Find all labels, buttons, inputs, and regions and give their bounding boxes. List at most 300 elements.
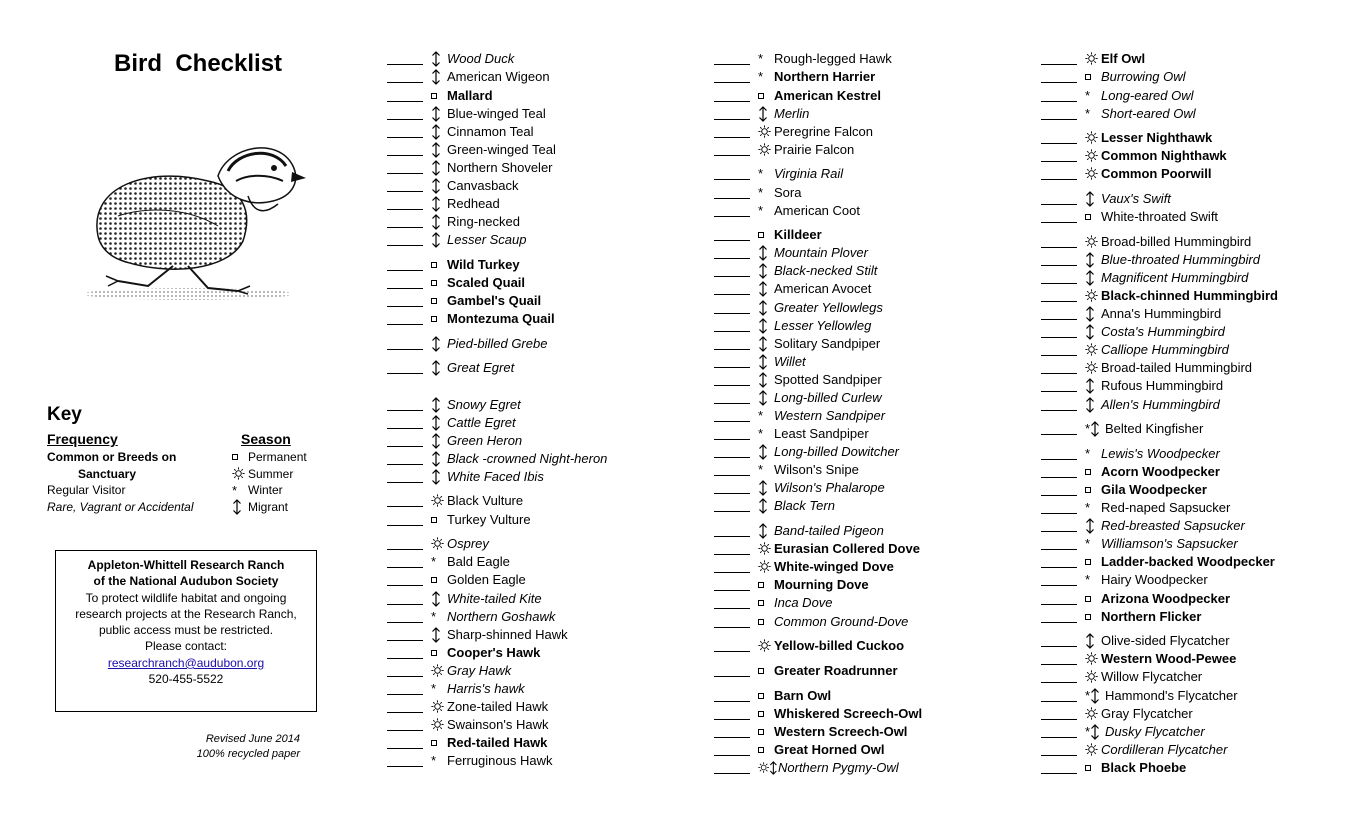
asterisk-arrow-icon: *	[1085, 723, 1105, 740]
bird-name: Black -crowned Night-heron	[447, 451, 608, 466]
sun-icon	[758, 123, 774, 140]
checkbox-line[interactable]	[387, 729, 423, 731]
checkbox-line[interactable]	[1041, 100, 1077, 102]
arrow-icon	[1085, 323, 1101, 340]
checkbox-line[interactable]	[714, 81, 750, 83]
checkbox-line[interactable]	[1041, 621, 1077, 623]
checkbox-line[interactable]	[387, 566, 423, 568]
bird-name: Virginia Rail	[774, 166, 844, 181]
checkbox-line[interactable]	[714, 589, 750, 591]
checkbox-line[interactable]	[387, 584, 423, 586]
checklist-row	[387, 231, 527, 248]
sun-icon	[431, 492, 447, 509]
checkbox-line[interactable]	[714, 136, 750, 138]
frequency-item: Regular Visitor	[47, 483, 126, 498]
frequency-item: Rare, Vagrant or Accidental	[47, 499, 194, 514]
checkbox-line[interactable]	[714, 553, 750, 555]
bird-name: Black Phoebe	[1101, 760, 1187, 775]
bird-name: Elf Owl	[1101, 51, 1146, 66]
checkbox-line[interactable]	[714, 736, 750, 738]
checklist-row	[387, 492, 523, 509]
square-icon	[758, 87, 774, 104]
bird-name: Short-eared Owl	[1101, 106, 1196, 121]
checkbox-line[interactable]	[387, 711, 423, 713]
bird-name: Costa's Hummingbird	[1101, 324, 1225, 339]
frequency-heading: Frequency	[47, 431, 118, 447]
bird-name: Great Egret	[447, 360, 515, 375]
checklist-row	[1041, 759, 1186, 776]
checkbox-line[interactable]	[1041, 300, 1077, 302]
checkbox-line[interactable]	[714, 772, 750, 774]
checkbox-line[interactable]	[387, 81, 423, 83]
asterisk-icon: *	[758, 166, 764, 181]
checklist-row	[714, 613, 908, 630]
checklist-row	[714, 184, 801, 201]
arrow-icon	[1085, 377, 1101, 394]
bird-name: Killdeer	[774, 227, 822, 242]
arrow-icon	[431, 105, 447, 122]
checkbox-line[interactable]	[714, 456, 750, 458]
asterisk-icon: *	[1085, 88, 1091, 103]
checklist-row	[387, 359, 514, 376]
checkbox-line[interactable]	[387, 287, 423, 289]
bird-name: Montezuma Quail	[447, 311, 555, 326]
checkbox-line[interactable]	[1041, 63, 1077, 65]
bird-name: Gila Woodpecker	[1101, 482, 1207, 497]
checkbox-line[interactable]	[1041, 282, 1077, 284]
bird-name: Greater Roadrunner	[774, 663, 898, 678]
checklist-row	[714, 389, 882, 406]
checklist-row	[1041, 632, 1230, 649]
bird-name: Least Sandpiper	[774, 426, 869, 441]
checklist-row	[714, 723, 907, 740]
checkbox-line[interactable]	[1041, 221, 1077, 223]
checkbox-line[interactable]	[387, 305, 423, 307]
checklist-row	[714, 705, 922, 722]
bird-name: Wood Duck	[447, 51, 515, 66]
bird-name: Bald Eagle	[447, 554, 510, 569]
bird-name: Cooper's Hawk	[447, 645, 541, 660]
checklist-row	[1041, 341, 1229, 358]
square-icon	[431, 644, 447, 661]
checkbox-line[interactable]	[1041, 336, 1077, 338]
checkbox-line[interactable]	[387, 548, 423, 550]
checklist-row	[714, 87, 881, 104]
square-icon	[431, 511, 447, 528]
checkbox-line[interactable]	[714, 312, 750, 314]
checklist-row	[387, 87, 493, 104]
checkbox-line[interactable]	[387, 226, 423, 228]
bird-name: Cattle Egret	[447, 415, 516, 430]
bird-name: Lesser Yellowleg	[774, 318, 872, 333]
checkbox-line[interactable]	[387, 765, 423, 767]
checkbox-line[interactable]	[1041, 754, 1077, 756]
checkbox-line[interactable]	[387, 244, 423, 246]
checkbox-line[interactable]	[714, 626, 750, 628]
checklist-row	[714, 123, 873, 140]
checkbox-line[interactable]	[714, 197, 750, 199]
checkbox-line[interactable]	[1041, 494, 1077, 496]
arrow-icon	[431, 335, 447, 352]
checkbox-line[interactable]	[714, 293, 750, 295]
bird-name: Inca Dove	[774, 595, 833, 610]
bird-name: Burrowing Owl	[1101, 69, 1186, 84]
season-label: Summer	[248, 466, 294, 481]
checklist-row	[1041, 233, 1251, 250]
season-item	[232, 482, 307, 499]
arrow-icon	[1085, 251, 1101, 268]
bird-name: Common Poorwill	[1101, 166, 1212, 181]
square-icon	[758, 662, 774, 679]
checklist-row	[1041, 463, 1220, 480]
checklist-row	[387, 626, 568, 643]
bird-name: Scaled Quail	[447, 275, 526, 290]
checkbox-line[interactable]	[714, 154, 750, 156]
checkbox-line[interactable]	[1041, 372, 1077, 374]
square-icon	[1085, 463, 1101, 480]
checkbox-line[interactable]	[714, 118, 750, 120]
checkbox-line[interactable]	[1041, 160, 1077, 162]
bird-name: Zone-tailed Hawk	[447, 699, 549, 714]
checkbox-line[interactable]	[714, 474, 750, 476]
square-icon	[431, 310, 447, 327]
checklist-row	[1041, 287, 1278, 304]
asterisk-icon: *	[1085, 536, 1091, 551]
checkbox-line[interactable]	[387, 657, 423, 659]
bird-name: Wilson's Snipe	[774, 462, 859, 477]
bird-name: Barn Owl	[774, 688, 832, 703]
org-name: Appleton-Whittell Research Ranch	[87, 558, 285, 572]
checkbox-line[interactable]	[1041, 264, 1077, 266]
checkbox-line[interactable]	[714, 675, 750, 677]
checklist-row	[387, 680, 525, 697]
checklist-row	[1041, 323, 1225, 340]
checklist-row	[387, 274, 525, 291]
bird-name: Harris's hawk	[447, 681, 525, 696]
bird-name: Osprey	[447, 536, 489, 551]
checkbox-line[interactable]	[1041, 566, 1077, 568]
checkbox-line[interactable]	[714, 650, 750, 652]
arrow-icon	[431, 231, 447, 248]
square-icon	[431, 292, 447, 309]
checkbox-line[interactable]	[714, 754, 750, 756]
email-link[interactable]: researchranch@audubon.org	[107, 655, 265, 670]
asterisk-icon: *	[431, 554, 437, 569]
bird-name: Ladder-backed Woodpecker	[1101, 554, 1275, 569]
checklist-row	[714, 68, 875, 85]
arrow-icon	[758, 244, 774, 261]
checkbox-line[interactable]	[387, 693, 423, 695]
checkbox-line[interactable]	[1041, 548, 1077, 550]
bird-name: Hammond's Flycatcher	[1105, 688, 1238, 703]
checklist-row	[714, 759, 899, 776]
checkbox-line[interactable]	[714, 402, 750, 404]
asterisk-icon: *	[758, 408, 764, 423]
checkbox-line[interactable]	[1041, 663, 1077, 665]
arrow-icon	[758, 317, 774, 334]
checkbox-line[interactable]	[387, 348, 423, 350]
square-icon	[1085, 759, 1101, 776]
checkbox-line[interactable]	[714, 63, 750, 65]
arrow-icon	[758, 497, 774, 514]
checkbox-line[interactable]	[1041, 203, 1077, 205]
sun-icon	[431, 698, 447, 715]
checklist-row	[714, 425, 869, 442]
checkbox-line[interactable]	[714, 348, 750, 350]
arrow-icon	[758, 280, 774, 297]
bird-name: Northern Pygmy-Owl	[778, 760, 899, 775]
checkbox-line[interactable]	[387, 463, 423, 465]
checkbox-line[interactable]	[1041, 246, 1077, 248]
arrow-icon	[431, 68, 447, 85]
bird-name: White-throated Swift	[1101, 209, 1219, 224]
bird-name: Turkey Vulture	[447, 512, 531, 527]
page-title: Bird Checklist	[114, 50, 283, 77]
checkbox-line[interactable]	[714, 571, 750, 573]
bird-name: Spotted Sandpiper	[774, 372, 882, 387]
square-icon	[758, 576, 774, 593]
checkbox-line[interactable]	[714, 384, 750, 386]
sun-icon	[758, 141, 774, 158]
checkbox-line[interactable]	[387, 409, 423, 411]
arrow-icon	[431, 213, 447, 230]
sun-icon	[1085, 165, 1101, 182]
bird-name: Long-eared Owl	[1101, 88, 1194, 103]
sun-arrow-icon	[758, 759, 778, 776]
bird-name: Northern Shoveler	[447, 160, 553, 175]
checklist-row	[1041, 535, 1238, 552]
checklist-row	[714, 353, 806, 370]
info-line: Please contact:	[144, 639, 228, 654]
checkbox-line[interactable]	[387, 118, 423, 120]
checklist-row	[1041, 420, 1203, 437]
arrow-icon	[431, 123, 447, 140]
checkbox-line[interactable]	[714, 100, 750, 102]
sun-icon	[758, 558, 774, 575]
bird-name: Arizona Woodpecker	[1101, 591, 1231, 606]
checkbox-line[interactable]	[1041, 700, 1077, 702]
arrow-icon	[1085, 269, 1101, 286]
checkbox-line[interactable]	[387, 63, 423, 65]
sun-icon	[1085, 50, 1101, 67]
checklist-row	[1041, 650, 1236, 667]
checkbox-line[interactable]	[387, 427, 423, 429]
checkbox-line[interactable]	[387, 621, 423, 623]
checkbox-line[interactable]	[387, 269, 423, 271]
bird-name: Allen's Hummingbird	[1101, 397, 1220, 412]
revised-date: Revised June 2014	[205, 733, 300, 745]
checkbox-line[interactable]	[714, 275, 750, 277]
bird-name: Broad-billed Hummingbird	[1101, 234, 1252, 249]
square-icon	[1085, 208, 1101, 225]
checkbox-line[interactable]	[387, 675, 423, 677]
checkbox-line[interactable]	[1041, 178, 1077, 180]
checkbox-line[interactable]	[714, 510, 750, 512]
arrow-icon	[431, 468, 447, 485]
checkbox-line[interactable]	[714, 178, 750, 180]
checklist-row	[387, 432, 522, 449]
bird-name: Blue-throated Hummingbird	[1101, 252, 1260, 267]
checkbox-line[interactable]	[1041, 603, 1077, 605]
checklist-row	[387, 256, 520, 273]
checklist-row	[714, 594, 833, 611]
arrow-icon	[758, 299, 774, 316]
checklist-row	[1041, 129, 1212, 146]
bird-name: White-tailed Kite	[447, 591, 542, 606]
asterisk-icon: *	[758, 203, 764, 218]
checkbox-line[interactable]	[387, 505, 423, 507]
checklist-row	[714, 443, 899, 460]
square-icon	[1085, 553, 1101, 570]
arrow-icon	[758, 479, 774, 496]
contact-info-box	[55, 550, 317, 712]
season-legend	[232, 449, 307, 515]
square-icon	[758, 705, 774, 722]
checkbox-line[interactable]	[387, 208, 423, 210]
asterisk-icon: *	[758, 51, 764, 66]
checkbox-line[interactable]	[714, 535, 750, 537]
bird-name: Eurasian Collered Dove	[774, 541, 920, 556]
bird-name: American Coot	[774, 203, 860, 218]
bird-name: Great Horned Owl	[774, 742, 885, 757]
bird-name: Williamson's Sapsucker	[1101, 536, 1238, 551]
checklist-row	[714, 280, 871, 297]
checkbox-line[interactable]	[714, 330, 750, 332]
arrow-icon	[431, 626, 447, 643]
checklist-row	[1041, 251, 1260, 268]
checkbox-line[interactable]	[714, 607, 750, 609]
asterisk-icon: *	[1085, 446, 1091, 461]
bird-name: Vaux's Swift	[1101, 191, 1171, 206]
checkbox-line[interactable]	[1041, 354, 1077, 356]
checkbox-line[interactable]	[1041, 736, 1077, 738]
checkbox-line[interactable]	[714, 215, 750, 217]
checkbox-line[interactable]	[1041, 645, 1077, 647]
checkbox-line[interactable]	[387, 639, 423, 641]
checkbox-line[interactable]	[714, 438, 750, 440]
bird-name: Solitary Sandpiper	[774, 336, 881, 351]
arrow-icon	[758, 522, 774, 539]
phone-number: 520-455-5522	[148, 672, 224, 687]
checkbox-line[interactable]	[387, 136, 423, 138]
checklist-row	[1041, 396, 1220, 413]
checkbox-line[interactable]	[714, 718, 750, 720]
checkbox-line[interactable]	[714, 366, 750, 368]
checkbox-line[interactable]	[1041, 142, 1077, 144]
checkbox-line[interactable]	[1041, 512, 1077, 514]
bird-name: Western Sandpiper	[774, 408, 886, 423]
checkbox-line[interactable]	[1041, 433, 1077, 435]
checkbox-line[interactable]	[1041, 681, 1077, 683]
bird-name: Rufous Hummingbird	[1101, 378, 1224, 393]
checkbox-line[interactable]	[1041, 81, 1077, 83]
checklist-row	[387, 50, 514, 67]
square-icon	[758, 741, 774, 758]
bird-name: Olive-sided Flycatcher	[1101, 633, 1230, 648]
revision-note	[197, 732, 300, 762]
checklist-row	[387, 310, 555, 327]
checkbox-line[interactable]	[387, 445, 423, 447]
checkbox-line[interactable]	[1041, 584, 1077, 586]
arrow-icon	[431, 359, 447, 376]
checkbox-line[interactable]	[1041, 318, 1077, 320]
checklist-row	[714, 687, 831, 704]
checklist-row	[1041, 445, 1220, 462]
checkbox-line[interactable]	[1041, 718, 1077, 720]
checkbox-line[interactable]	[387, 603, 423, 605]
checklist-row	[1041, 87, 1194, 104]
checkbox-line[interactable]	[387, 154, 423, 156]
checklist-row	[714, 461, 859, 478]
bird-name: Band-tailed Pigeon	[774, 523, 884, 538]
checklist-row	[1041, 68, 1186, 85]
bird-name: White Faced Ibis	[447, 469, 544, 484]
arrow-icon	[758, 389, 774, 406]
checklist-row	[1041, 705, 1193, 722]
bird-name: Common Nighthawk	[1101, 148, 1227, 163]
asterisk-icon: *	[758, 426, 764, 441]
checkbox-line[interactable]	[714, 700, 750, 702]
bird-name: Canvasback	[447, 178, 519, 193]
checklist-row	[714, 741, 885, 758]
checkbox-line[interactable]	[714, 420, 750, 422]
sun-icon	[1085, 341, 1101, 358]
checkbox-line[interactable]	[1041, 409, 1077, 411]
checkbox-line[interactable]	[387, 190, 423, 192]
arrow-icon	[1085, 305, 1101, 322]
checkbox-line[interactable]	[1041, 530, 1077, 532]
checkbox-line[interactable]	[1041, 458, 1077, 460]
checkbox-line[interactable]	[714, 239, 750, 241]
checkbox-line[interactable]	[387, 323, 423, 325]
checkbox-line[interactable]	[1041, 118, 1077, 120]
checklist-row	[1041, 553, 1275, 570]
org-subtitle: of the National Audubon Society	[93, 574, 279, 589]
bird-name: Lesser Nighthawk	[1101, 130, 1213, 145]
sun-icon	[431, 535, 447, 552]
checkbox-line[interactable]	[1041, 390, 1077, 392]
bird-name: Gray Flycatcher	[1101, 706, 1193, 721]
sun-icon	[1085, 147, 1101, 164]
bird-name: Willet	[774, 354, 806, 369]
bird-name: Red-breasted Sapsucker	[1101, 518, 1245, 533]
bird-name: Ferruginous Hawk	[447, 753, 553, 768]
season-item	[232, 449, 307, 466]
checklist-row	[714, 165, 843, 182]
checkbox-line[interactable]	[714, 257, 750, 259]
square-icon	[758, 723, 774, 740]
checkbox-line[interactable]	[387, 747, 423, 749]
checklist-row	[387, 734, 547, 751]
checkbox-line[interactable]	[714, 492, 750, 494]
checkbox-line[interactable]	[387, 172, 423, 174]
sun-icon	[232, 466, 248, 483]
checkbox-line[interactable]	[387, 524, 423, 526]
checklist-row	[387, 105, 546, 122]
checkbox-line[interactable]	[387, 481, 423, 483]
checkbox-line[interactable]	[1041, 476, 1077, 478]
checkbox-line[interactable]	[387, 100, 423, 102]
arrow-icon	[431, 177, 447, 194]
checkbox-line[interactable]	[1041, 772, 1077, 774]
square-icon	[758, 594, 774, 611]
asterisk-icon: *	[758, 185, 764, 200]
bird-name: Red-naped Sapsucker	[1101, 500, 1231, 515]
checklist-row	[1041, 105, 1196, 122]
checklist-row	[714, 317, 871, 334]
square-icon	[758, 687, 774, 704]
checkbox-line[interactable]	[387, 372, 423, 374]
